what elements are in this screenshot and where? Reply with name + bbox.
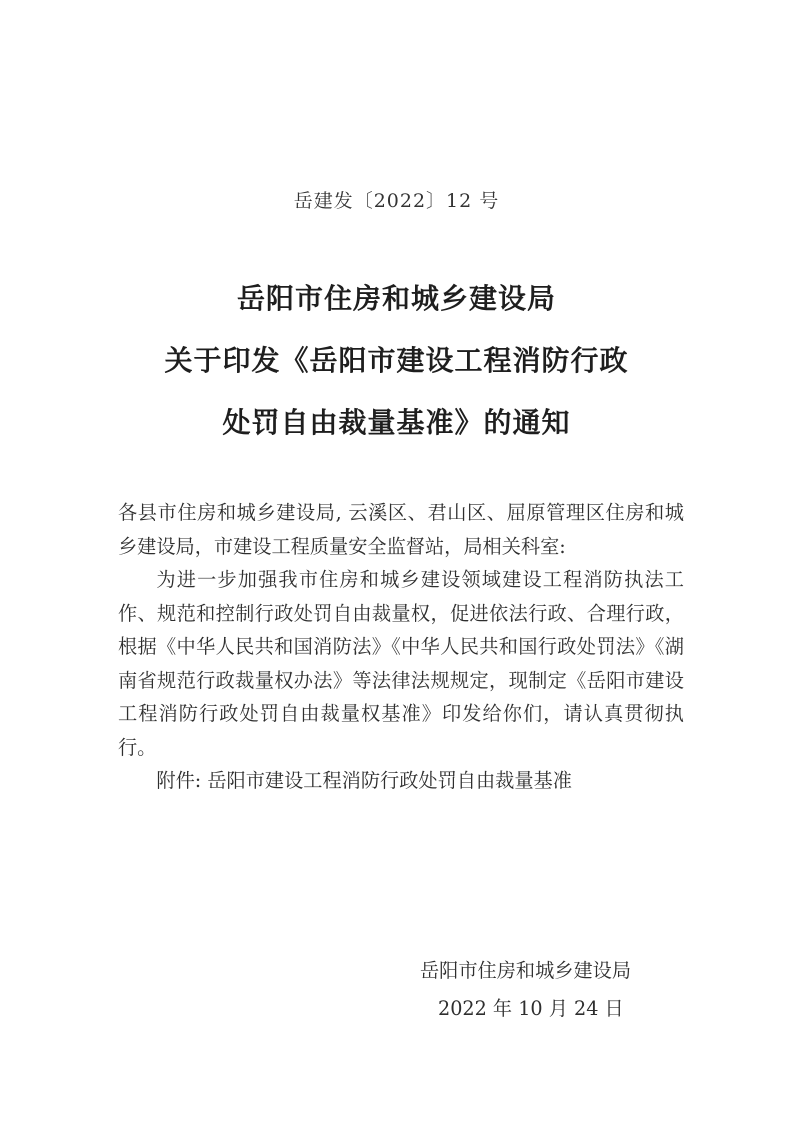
body-paragraph: 为进一步加强我市住房和城乡建设领域建设工程消防执法工作、规范和控制行政处罚自由裁量权，促进依法行政、合理行政，根据《中华人民共和国消防法》《中华人民共和国行政处罚法》《湖南省规范行政裁量权办法》等法律法规规定，现制定《岳阳市建设工程消防行政处罚自由裁量权基准》印发给你们，请认真贯彻执行。 bbox=[118, 568, 684, 759]
signature-block bbox=[408, 952, 668, 1028]
document-number: 岳建发〔2022〕12 号 bbox=[293, 190, 500, 212]
signature-date: 2022 年 10 月 24 日 bbox=[438, 997, 624, 1020]
attachment-line: 附件: 岳阳市建设工程消防行政处罚自由裁量基准 bbox=[156, 769, 572, 792]
title-line-2: 关于印发《岳阳市建设工程消防行政 bbox=[164, 344, 629, 377]
signature-organization: 岳阳市住房和城乡建设局 bbox=[420, 959, 632, 982]
document-title bbox=[0, 268, 793, 454]
addressee: 各县市住房和城乡建设局, 云溪区、君山区、屈原管理区住房和城乡建设局，市建设工程质量安全监督站，局相关科室: bbox=[118, 501, 684, 558]
title-line-3: 处罚自由裁量基准》的通知 bbox=[222, 406, 571, 439]
title-line-1: 岳阳市住房和城乡建设局 bbox=[236, 282, 556, 315]
document-body bbox=[118, 496, 684, 798]
